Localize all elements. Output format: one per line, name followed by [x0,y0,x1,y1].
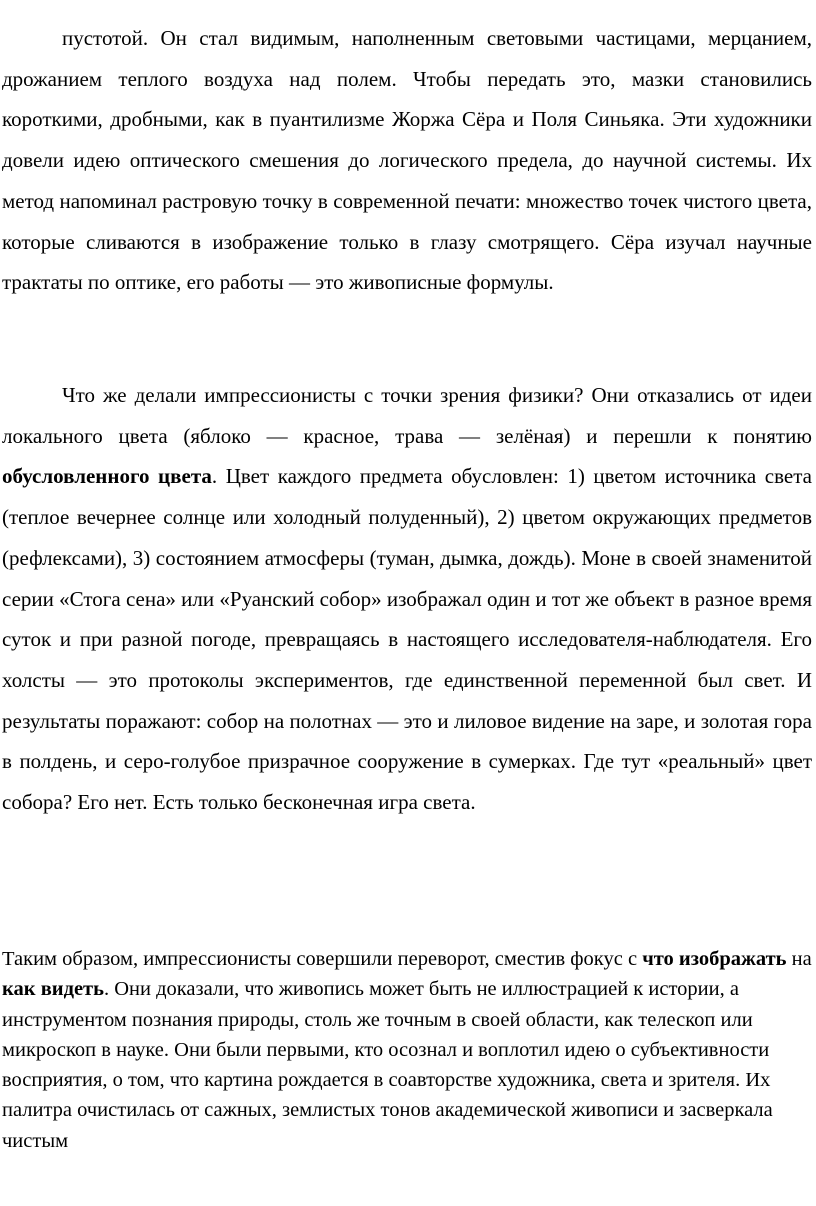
paragraph-text: пустотой. Он стал видимым, наполненным световыми частицами, мерцанием, дрожанием теплого воздуха над полем. Чтобы передать это, мазки становились короткими, дробными, как в пуантилизме Жоржа Сёра и Поля Синьяка. Эти художники довели идею оптического смешения до логического предела, до научной системы. Их метод напоминал растровую точку в современной печати: множество точек чистого цвета, которые сливаются в изображение только в глазу смотрящего. Сёра изучал научные трактаты по оптике, его работы — это живописные формулы. [2,26,812,295]
paragraph-text-connector: на [786,948,812,970]
bold-term-conditioned-color: обусловленного цвета [2,464,212,489]
paragraph-text-start: Что же делали импрессионисты с точки зрения физики? Они отказались от идеи локального цвета (яблоко — красное, трава — зелёная) и перешли к понятию [2,383,812,448]
paragraph-text-end: . Они доказали, что живопись может быть не иллюстрацией к истории, а инструментом познания природы, столь же точным в своей области, как телескоп или микроскоп в науке. Они были первыми, кто осознал и воплотил идею о субъективности восприятия, о том, что картина рождается в соавторстве художника, света и зрителя. Их палитра очистилась от сажных, землистых тонов академической живописи и засверкала чистым [2,978,773,1152]
paragraph-conditioned-color [2,375,812,823]
paragraph-text-start: Таким образом, импрессионисты совершили переворот, сместив фокус с [2,948,643,970]
paragraph-pointillism [2,18,812,303]
bold-phrase-how-to-see: как видеть [2,978,104,1001]
bold-phrase-what-to-depict: что изображать [642,948,787,970]
paragraph-conclusion [2,944,814,1156]
paragraph-text-end: . Цвет каждого предмета обусловлен: 1) цветом источника света (теплое вечернее солнце или холодный полуденный), 2) цветом окружающих предметов (рефлексами), 3) состоянием атмосферы (туман, дымка, дождь). Моне в своей знаменитой серии «Стога сена» или «Руанский собор» изображал один и тот же объект в разное время суток и при разной погоде, превращаясь в настоящего исследователя-наблюдателя. Его холсты — это протоколы экспериментов, где единственной переменной был свет. И результаты поражают: собор на полотнах — это и лиловое видение на заре, и золотая гора в полдень, и серо-голубое призрачное сооружение в сумерках. Где тут «реальный» цвет собора? Его нет. Есть только бесконечная игра света. [2,464,812,815]
